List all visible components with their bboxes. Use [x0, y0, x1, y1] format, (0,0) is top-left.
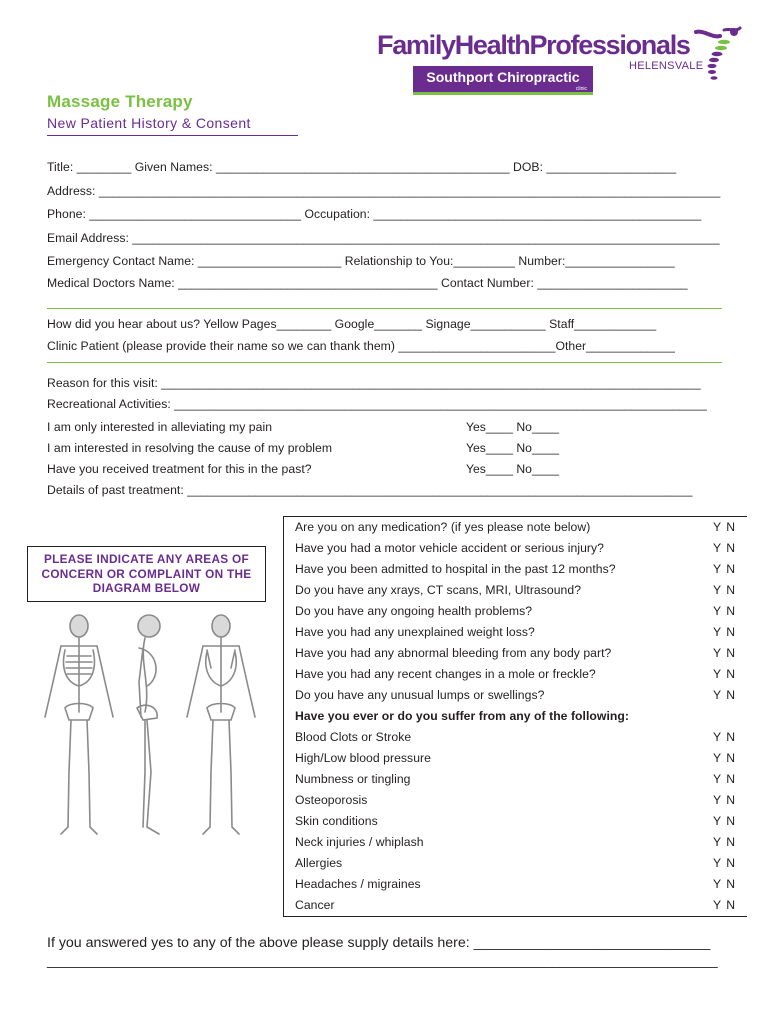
concern-line: PLEASE INDICATE ANY AREAS OF — [43, 552, 250, 566]
clinic-patient-field[interactable]: Clinic Patient (please provide their name so we can thank them) _______________________Other_____________ — [47, 339, 675, 353]
health-condition-yes-no[interactable]: Y N — [713, 793, 737, 807]
health-condition: Blood Clots or Stroke — [295, 730, 412, 744]
interest-pain-label: I am only interested in alleviating my pain — [47, 420, 273, 434]
title-divider — [47, 135, 298, 136]
interest-pain-yes-no[interactable]: Yes____ No____ — [466, 420, 560, 434]
referral-source-field[interactable]: How did you hear about us? Yellow Pages________ Google_______ Signage___________ Staff____________ — [47, 317, 657, 331]
health-condition-yes-no[interactable]: Y N — [713, 730, 737, 744]
page-title: Massage Therapy — [47, 92, 193, 111]
health-condition: Headaches / migraines — [295, 877, 421, 891]
health-question: Do you have any xrays, CT scans, MRI, Ultrasound? — [295, 583, 582, 597]
section-divider — [47, 308, 722, 309]
health-question-yes-no[interactable]: Y N — [713, 541, 737, 555]
recreational-activities-field[interactable]: Recreational Activities: ______________________________________________________________________________ — [47, 397, 707, 411]
health-condition: High/Low blood pressure — [295, 751, 431, 765]
phone-occupation-field[interactable]: Phone: _______________________________ Occupation: ________________________________________________ — [47, 207, 702, 221]
concern-line: CONCERN OR COMPLAINT ON THE — [41, 566, 252, 581]
section-divider — [47, 362, 722, 363]
health-question: Have you had a motor vehicle accident or serious injury? — [295, 541, 604, 555]
past-treatment-label: Have you received treatment for this in the past? — [47, 462, 312, 476]
health-question: Have you had any abnormal bleeding from any body part? — [295, 646, 612, 660]
health-question-yes-no[interactable]: Y N — [713, 625, 737, 639]
health-condition-yes-no[interactable]: Y N — [713, 751, 737, 765]
health-condition: Numbness or tingling — [295, 772, 411, 786]
concern-instructions — [27, 546, 266, 602]
health-question-yes-no[interactable]: Y N — [713, 688, 737, 702]
interest-cause-yes-no[interactable]: Yes____ No____ — [466, 441, 560, 455]
brand-location: HELENSVALE — [629, 60, 704, 72]
health-condition: Allergies — [295, 856, 343, 870]
health-question-yes-no[interactable]: Y N — [713, 667, 737, 681]
health-condition: Neck injuries / whiplash — [295, 835, 424, 849]
health-question-yes-no[interactable]: Y N — [713, 520, 737, 534]
health-condition-yes-no[interactable]: Y N — [713, 814, 737, 828]
conditions-heading: Have you ever or do you suffer from any of the following: — [295, 709, 629, 723]
reason-for-visit-field[interactable]: Reason for this visit: _______________________________________________________________________________ — [47, 376, 701, 390]
skeleton-side — [137, 615, 160, 834]
health-question: Do you have any unusual lumps or swellings? — [295, 688, 545, 702]
past-treatment-yes-no[interactable]: Yes____ No____ — [466, 462, 560, 476]
health-condition: Skin conditions — [295, 814, 378, 828]
health-question: Do you have any ongoing health problems? — [295, 604, 533, 618]
body-diagram[interactable] — [35, 612, 275, 852]
clinic-badge-text: Southport Chiropractic — [426, 69, 580, 85]
clinic-badge-small: clinic — [575, 86, 587, 92]
health-condition-yes-no[interactable]: Y N — [713, 772, 737, 786]
health-question-yes-no[interactable]: Y N — [713, 646, 737, 660]
email-field[interactable]: Email Address: ______________________________________________________________________________________ — [47, 231, 720, 245]
health-question-yes-no[interactable]: Y N — [713, 604, 737, 618]
skeleton-front — [45, 615, 113, 834]
health-condition: Cancer — [295, 898, 335, 912]
concern-line: DIAGRAM BELOW — [92, 581, 201, 595]
past-treatment-details-field[interactable]: Details of past treatment: __________________________________________________________________________ — [47, 483, 693, 497]
clinic-badge — [413, 66, 593, 95]
health-question: Are you on any medication? (if yes please note below) — [295, 520, 591, 534]
health-condition-yes-no[interactable]: Y N — [713, 898, 737, 912]
health-question: Have you had any recent changes in a mole or freckle? — [295, 667, 596, 681]
health-question: Have you had any unexplained weight loss? — [295, 625, 535, 639]
health-question-yes-no[interactable]: Y N — [713, 583, 737, 597]
health-question-yes-no[interactable]: Y N — [713, 562, 737, 576]
interest-cause-label: I am interested in resolving the cause of my problem — [47, 441, 333, 455]
details-continuation-field[interactable]: _____________________________________________________________________________________ — [47, 953, 718, 969]
details-prompt-field[interactable]: If you answered yes to any of the above please supply details here: ______________________________ — [47, 935, 711, 951]
health-condition: Osteoporosis — [295, 793, 368, 807]
health-question: Have you been admitted to hospital in the past 12 months? — [295, 562, 616, 576]
skeleton-back — [187, 615, 255, 834]
title-names-dob-field[interactable]: Title: ________ Given Names: ___________________________________________ DOB: ___________________ — [47, 160, 677, 174]
medical-doctor-field[interactable]: Medical Doctors Name: ______________________________________ Contact Number: ______________________ — [47, 276, 688, 290]
emergency-contact-field[interactable]: Emergency Contact Name: _____________________ Relationship to You:_________ Number:________________ — [47, 254, 675, 268]
brand-logo-text: FamilyHealthProfessionals — [377, 30, 690, 60]
health-condition-yes-no[interactable]: Y N — [713, 835, 737, 849]
health-condition-yes-no[interactable]: Y N — [713, 877, 737, 891]
address-field[interactable]: Address: ___________________________________________________________________________________________ — [47, 184, 721, 198]
page-subtitle: New Patient History & Consent — [47, 115, 251, 131]
health-condition-yes-no[interactable]: Y N — [713, 856, 737, 870]
spine-logo-icon — [690, 26, 746, 84]
